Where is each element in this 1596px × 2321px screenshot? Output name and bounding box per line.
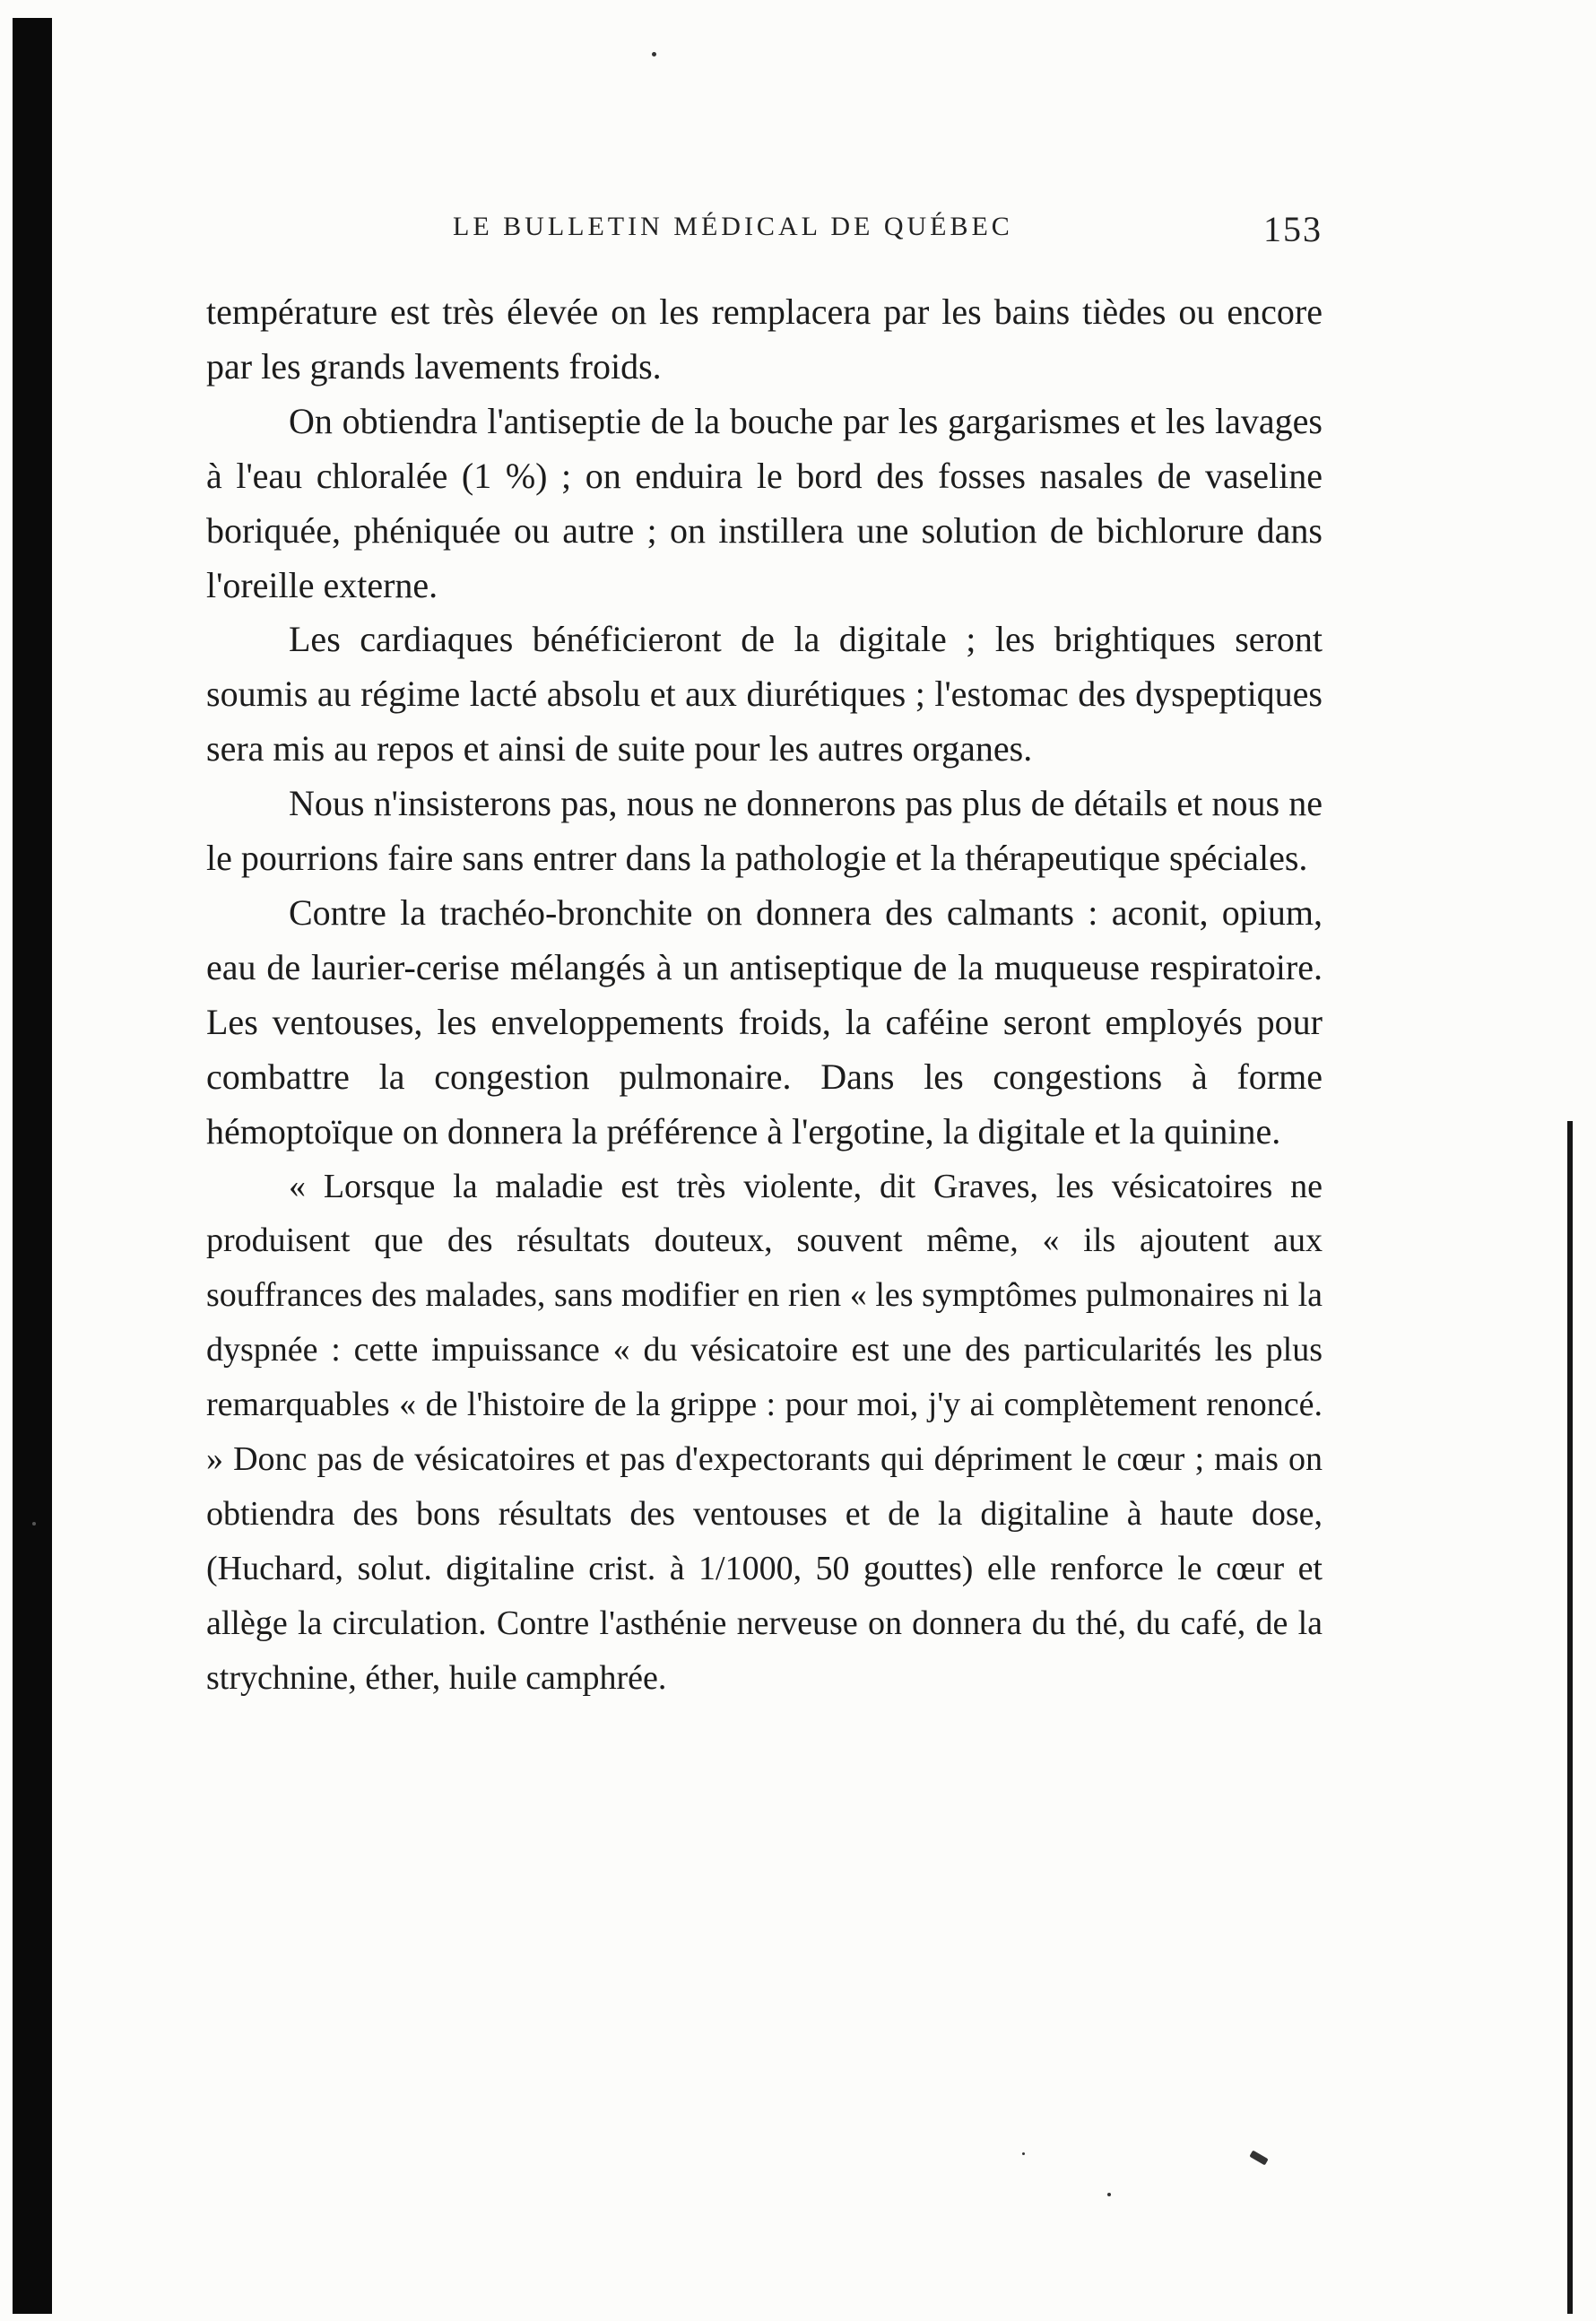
scan-speck bbox=[1249, 2151, 1268, 2166]
paragraph-continuation: température est très élevée on les remplacera par les bains tièdes ou encore par les grands lavements froids. bbox=[206, 291, 1323, 387]
binding-edge-shadow bbox=[13, 18, 52, 2314]
page-number: 153 bbox=[1263, 209, 1323, 249]
scan-speck bbox=[1107, 2193, 1111, 2196]
running-header bbox=[206, 208, 1323, 262]
scan-speck bbox=[652, 52, 656, 57]
paragraph-graves-quote: « Lorsque la maladie est très violente, dit Graves, les vésicatoires ne produisent que des résultats douteux, souvent même, « ils ajoutent aux souffrances des malades, sans modifier en rien « les symptômes pulmonaires ni la dyspnée : cette impuissance « du vésicatoire est une des particularités les plus remarquables « de l'histoire de la grippe : pour moi, j'y ai complètement renoncé. » Donc pas de vésicatoires et pas d'expectorants qui dépriment le cœur ; mais on obtiendra des bons résultats des ventouses et de la digitaline à haute dose, (Huchard, solut. digitaline crist. à 1/1000, 50 gouttes) elle renforce le cœur et allège la circulation. Contre l'asthénie nerveuse on donnera du thé, du café, de la strychnine, éther, huile camphrée. bbox=[206, 1167, 1323, 1697]
scan-speck bbox=[1022, 2152, 1025, 2155]
scan-speck bbox=[32, 1522, 36, 1526]
paragraph-cardiaques: Les cardiaques bénéficieront de la digitale ; les brightiques seront soumis au régime lacté absolu et aux diurétiques ; l'estomac des dyspeptiques sera mis au repos et ainsi de suite pour les autres organes. bbox=[206, 619, 1323, 769]
paragraph-antiseptie: On obtiendra l'antiseptie de la bouche par les gargarismes et les lavages à l'eau chloralée (1 %) ; on enduira le bord des fosses nasales de vaseline boriquée, phéniquée ou autre ; on instillera une solution de bichlorure dans l'oreille externe. bbox=[206, 400, 1323, 605]
running-title: LE BULLETIN MÉDICAL DE QUÉBEC bbox=[453, 212, 1013, 241]
paragraph-insisterons: Nous n'insisterons pas, nous ne donnerons pas plus de détails et nous ne le pourrions faire sans entrer dans la pathologie et la thérapeutique spéciales. bbox=[206, 783, 1323, 879]
page-edge-rule bbox=[1567, 1121, 1573, 2314]
body-text bbox=[206, 285, 1323, 1706]
paragraph-trachéo-bronchite: Contre la trachéo-bronchite on donnera des calmants : aconit, opium, eau de laurier-cerise mélangés à un antiseptique de la muqueuse respiratoire. Les ventouses, les enveloppements froids, la caféine seront employés pour combattre la congestion pulmonaire. Dans les congestions à forme hémoptoïque on donnera la préférence à l'ergotine, la digitale et la quinine. bbox=[206, 891, 1323, 1152]
